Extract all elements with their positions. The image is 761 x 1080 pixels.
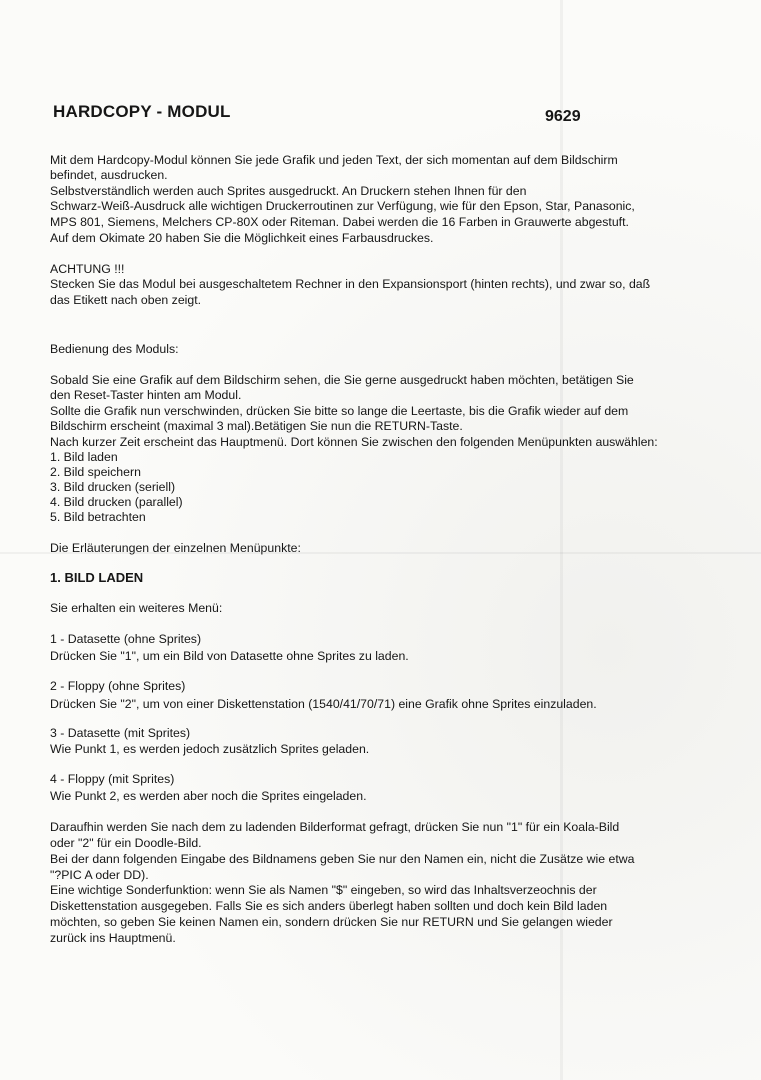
menu-item: 3. Bild drucken (seriell): [50, 480, 176, 494]
operation-heading: Bedienung des Moduls:: [50, 342, 179, 356]
menu-item: 5. Bild betrachten: [50, 510, 146, 524]
section-intro: Sie erhalten ein weiteres Menü:: [50, 601, 223, 615]
option-text: Drücken Sie "2", um von einer Diskettenstation (1540/41/70/71) eine Grafik ohne Sprites einzuladen.: [50, 697, 597, 711]
option-label: 4 - Floppy (mit Sprites): [50, 772, 175, 786]
product-number: 9629: [545, 108, 581, 125]
closing-line: zurück ins Hauptmenü.: [50, 931, 176, 945]
option-text: Wie Punkt 2, es werden aber noch die Sprites eingeladen.: [50, 789, 367, 803]
menu-item: 1. Bild laden: [50, 450, 118, 464]
warning-line: Stecken Sie das Modul bei ausgeschaltetem Rechner in den Expansionsport (hinten rechts), und zwar so, daß: [50, 277, 651, 291]
warning-heading: ACHTUNG !!!: [50, 262, 125, 276]
closing-line: "?PIC A oder DD).: [50, 868, 149, 882]
closing-line: Diskettenstation ausgegeben. Falls Sie es sich anders überlegt haben sollten und doch kein Bild laden: [50, 899, 608, 913]
closing-line: möchten, so geben Sie keinen Namen ein, sondern drücken Sie nur RETURN und Sie gelangen wieder: [50, 915, 613, 929]
section-heading: 1. BILD LADEN: [50, 570, 144, 585]
document-title: HARDCOPY - MODUL: [53, 102, 231, 121]
intro-line: Schwarz-Weiß-Ausdruck alle wichtigen Druckerroutinen zur Verfügung, wie für den Epson, Star, Panasonic,: [50, 199, 635, 213]
closing-line: Bei der dann folgenden Eingabe des Bildnamens geben Sie nur den Namen ein, nicht die Zusätze wie etwa: [50, 852, 635, 866]
intro-line: Selbstverständlich werden auch Sprites ausgedruckt. An Druckern stehen Ihnen für den: [50, 184, 527, 198]
option-text: Drücken Sie "1", um ein Bild von Datasette ohne Sprites zu laden.: [50, 649, 409, 663]
closing-line: Daraufhin werden Sie nach dem zu ladenden Bilderformat gefragt, drücken Sie nun "1" für ein Koala-Bild: [50, 820, 620, 834]
operation-line: Sobald Sie eine Grafik auf dem Bildschirm sehen, die Sie gerne ausgedruckt haben möchten, betätigen Sie: [50, 373, 634, 387]
closing-line: Eine wichtige Sonderfunktion: wenn Sie als Namen "$" eingeben, so wird das Inhaltsverzeochnis der: [50, 883, 597, 897]
option-text: Wie Punkt 1, es werden jedoch zusätzlich Sprites geladen.: [50, 742, 370, 756]
intro-line: Mit dem Hardcopy-Modul können Sie jede Grafik und jeden Text, der sich momentan auf dem Bildschirm: [50, 153, 618, 167]
explanations-label: Die Erläuterungen der einzelnen Menüpunkte:: [50, 541, 301, 555]
intro-line: befindet, ausdrucken.: [50, 168, 168, 182]
operation-line: Bildschirm erscheint (maximal 3 mal).Betätigen Sie nun die RETURN-Taste.: [50, 419, 463, 433]
warning-line: das Etikett nach oben zeigt.: [50, 293, 202, 307]
option-label: 3 - Datasette (mit Sprites): [50, 726, 191, 740]
operation-line: Sollte die Grafik nun verschwinden, drücken Sie bitte so lange die Leertaste, bis die Grafik wieder auf dem: [50, 404, 629, 418]
menu-item: 2. Bild speichern: [50, 465, 141, 479]
option-label: 1 - Datasette (ohne Sprites): [50, 632, 202, 646]
operation-line: den Reset-Taster hinten am Modul.: [50, 388, 242, 402]
operation-line: Nach kurzer Zeit erscheint das Hauptmenü. Dort können Sie zwischen den folgenden Menüpunkten auswählen:: [50, 435, 658, 449]
closing-line: oder "2" für ein Doodle-Bild.: [50, 836, 202, 850]
option-label: 2 - Floppy (ohne Sprites): [50, 679, 186, 693]
intro-line: MPS 801, Siemens, Melchers CP-80X oder Riteman. Dabei werden die 16 Farben in Grauwerte abgestuft.: [50, 215, 629, 229]
intro-line: Auf dem Okimate 20 haben Sie die Möglichkeit eines Farbausdruckes.: [50, 231, 434, 245]
menu-item: 4. Bild drucken (parallel): [50, 495, 183, 509]
